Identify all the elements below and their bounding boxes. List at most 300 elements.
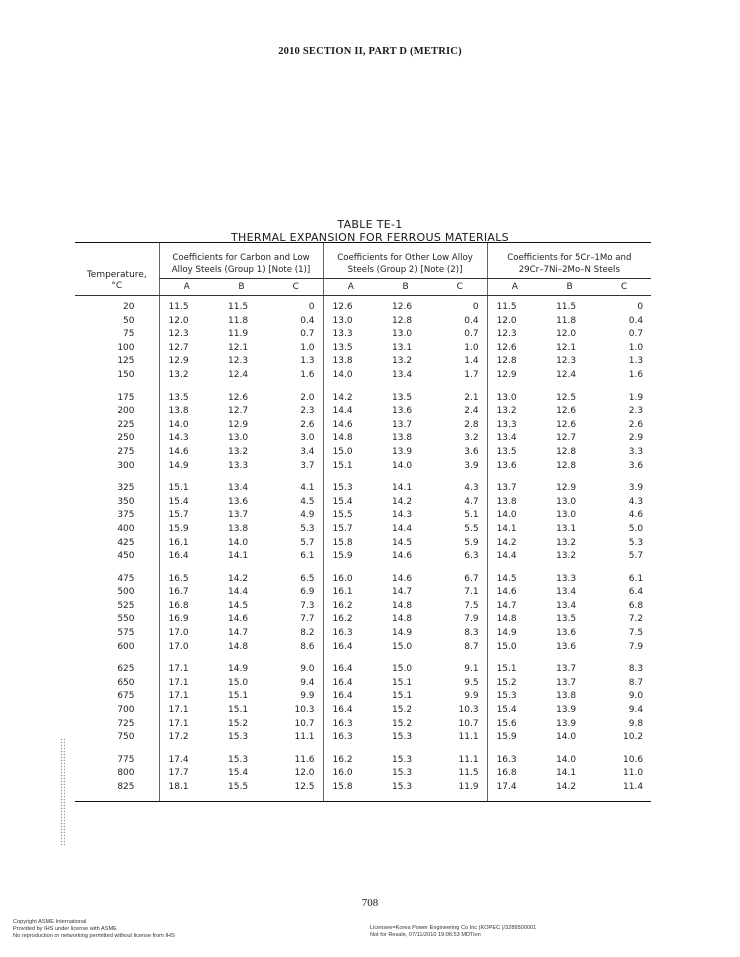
coefficient-cell: 14.5	[392, 537, 413, 548]
coefficient-cell: 6.8	[628, 600, 644, 611]
coefficient-cell: 15.1	[392, 691, 413, 702]
coefficient-cell: 13.2	[392, 356, 413, 367]
coefficient-cell: 11.6	[294, 754, 315, 765]
coefficient-cell: 14.0	[487, 509, 542, 523]
coefficient-cell: 13.4	[556, 600, 577, 611]
coefficient-cell: 15.3	[228, 754, 249, 765]
coefficient-cell: 11.5	[487, 296, 542, 315]
spacer-cell	[214, 745, 269, 754]
coefficient-cell: 11.1	[458, 754, 479, 765]
coefficient-cell: 4.9	[300, 510, 315, 521]
coefficient-cell: 7.5	[628, 628, 644, 639]
spacer-cell	[269, 383, 323, 392]
spacer-cell	[542, 745, 597, 754]
coefficient-cell: 8.7	[464, 641, 479, 652]
coefficient-cell: 16.0	[323, 573, 378, 587]
coefficient-cell: 16.3	[323, 718, 378, 732]
temperature-cell: 575	[117, 628, 135, 639]
temperature-cell: 150	[117, 369, 135, 380]
coefficient-cell: 14.7	[487, 600, 542, 614]
coefficient-cell: 13.3	[228, 460, 249, 471]
temperature-cell: 250	[117, 433, 135, 444]
footer-line: Provided by IHS under license with ASME	[13, 926, 117, 932]
coefficient-cell: 12.5	[269, 781, 323, 801]
coefficient-cell: 5.7	[628, 551, 644, 562]
spacer-cell	[542, 654, 597, 663]
coefficient-cell: 1.0	[464, 342, 479, 353]
temperature-header-label: Temperature,	[86, 270, 147, 280]
spacer-cell	[75, 473, 159, 482]
table-row	[75, 718, 651, 732]
coefficient-cell: 10.6	[623, 754, 644, 765]
coefficient-cell: 14.7	[392, 587, 413, 598]
coefficient-cell: 13.6	[556, 641, 577, 652]
table-row	[75, 392, 651, 406]
coefficient-cell: 14.8	[392, 614, 413, 625]
coefficient-cell: 7.5	[464, 600, 479, 611]
row-group-spacer	[75, 654, 651, 663]
group-header-line: Coefficients for Other Low Alloy	[337, 253, 473, 263]
coefficient-cell: 12.6	[556, 406, 577, 417]
coefficient-cell: 1.6	[300, 369, 315, 380]
coefficient-cell: 15.4	[323, 496, 378, 510]
table-row	[75, 509, 651, 523]
row-group-spacer	[75, 564, 651, 573]
coefficient-cell: 13.9	[392, 446, 413, 457]
spacer-cell	[159, 564, 214, 573]
row-group-spacer	[75, 473, 651, 482]
coefficient-cell: 2.1	[464, 392, 479, 403]
coefficient-cell: 9.4	[628, 705, 644, 716]
coefficient-cell: 13.7	[556, 677, 577, 688]
coefficient-cell: 5.3	[300, 523, 315, 534]
coefficient-cell: 12.4	[228, 369, 249, 380]
coefficient-cell: 15.1	[392, 677, 413, 688]
temperature-cell: 625	[117, 664, 135, 675]
coefficient-cell: 13.7	[487, 482, 542, 496]
temperature-cell: 550	[117, 614, 135, 625]
group-header-carbon-low-alloy	[159, 243, 323, 279]
temperature-cell: 350	[117, 496, 135, 507]
coefficient-cell: 13.4	[228, 483, 249, 494]
table-row	[75, 690, 651, 704]
coefficient-cell: 14.4	[228, 587, 249, 598]
group-header-other-low-alloy	[323, 243, 487, 279]
coefficient-cell: 14.0	[392, 460, 413, 471]
coefficient-cell: 4.7	[464, 496, 479, 507]
coefficient-cell: 9.4	[300, 677, 315, 688]
coefficient-cell: 14.4	[487, 550, 542, 564]
coefficient-cell: 14.8	[487, 613, 542, 627]
table-row	[75, 296, 651, 315]
coefficient-cell: 15.0	[487, 641, 542, 655]
coefficient-cell: 11.9	[433, 781, 487, 801]
coefficient-cell: 6.7	[464, 573, 479, 584]
spacer-cell	[378, 473, 433, 482]
subcolumn-header-a: A	[159, 279, 214, 296]
coefficient-cell: 15.3	[392, 768, 413, 779]
spacer-cell	[159, 745, 214, 754]
coefficient-cell: 15.7	[323, 523, 378, 537]
coefficient-cell: 5.5	[464, 523, 479, 534]
coefficient-cell: 1.4	[464, 356, 479, 367]
coefficient-cell: 15.0	[392, 664, 413, 675]
spacer-cell	[323, 473, 378, 482]
table-row	[75, 704, 651, 718]
coefficient-cell: 14.6	[228, 614, 249, 625]
coefficient-cell: 13.6	[392, 406, 413, 417]
coefficient-cell: 15.3	[392, 732, 413, 743]
spacer-cell	[323, 383, 378, 392]
coefficient-cell: 11.9	[228, 329, 249, 340]
coefficient-cell: 13.0	[556, 510, 577, 521]
coefficient-cell: 9.0	[300, 664, 315, 675]
coefficient-cell: 16.1	[159, 537, 214, 551]
temperature-cell: 525	[117, 600, 135, 611]
coefficient-cell: 15.1	[487, 663, 542, 677]
coefficient-cell: 13.2	[487, 405, 542, 419]
coefficient-cell: 6.9	[300, 587, 315, 598]
table-row	[75, 600, 651, 614]
coefficient-cell: 13.6	[487, 460, 542, 474]
coefficient-cell: 0.7	[464, 329, 479, 340]
spacer-cell	[214, 654, 269, 663]
coefficient-cell: 5.9	[464, 537, 479, 548]
coefficient-cell: 3.6	[464, 446, 479, 457]
group-header-line: Steels (Group 2) [Note (2)]	[347, 264, 463, 275]
coefficient-cell: 16.2	[323, 600, 378, 614]
coefficient-cell: 16.4	[323, 677, 378, 691]
coefficient-cell: 17.1	[159, 690, 214, 704]
coefficient-cell: 15.9	[323, 550, 378, 564]
temperature-cell: 675	[117, 691, 135, 702]
temperature-cell: 825	[75, 781, 159, 801]
coefficient-cell: 12.5	[556, 392, 577, 403]
coefficient-cell: 16.7	[159, 586, 214, 600]
coefficient-cell: 12.4	[556, 369, 577, 380]
coefficient-cell: 13.8	[323, 355, 378, 369]
table-body	[75, 296, 651, 802]
coefficient-cell: 16.4	[323, 641, 378, 655]
spacer-cell	[75, 654, 159, 663]
coefficient-cell: 8.3	[464, 628, 479, 639]
coefficient-cell: 16.3	[487, 754, 542, 768]
coefficient-cell: 5.7	[300, 537, 315, 548]
spacer-cell	[75, 745, 159, 754]
spacer-cell	[487, 473, 542, 482]
footer-line: Licensee=Korea Power Engineering Co Inc (KOPEC )/3289500001	[370, 925, 537, 931]
coefficient-cell: 13.2	[556, 551, 577, 562]
coefficient-cell: 14.2	[542, 781, 597, 801]
coefficient-cell: 1.7	[464, 369, 479, 380]
table-row	[75, 315, 651, 329]
spacer-cell	[214, 383, 269, 392]
coefficient-cell: 14.6	[159, 446, 214, 460]
coefficient-cell: 16.8	[487, 767, 542, 781]
spacer-cell	[323, 564, 378, 573]
coefficient-cell: 15.3	[392, 754, 413, 765]
coefficient-cell: 16.4	[323, 663, 378, 677]
coefficient-cell: 13.7	[392, 419, 413, 430]
coefficient-cell: 9.0	[628, 691, 644, 702]
coefficient-cell: 7.7	[300, 614, 315, 625]
coefficient-cell: 14.6	[323, 419, 378, 433]
coefficient-cell: 18.1	[159, 781, 214, 801]
spacer-cell	[269, 564, 323, 573]
subcolumn-header-c: C	[269, 279, 323, 296]
coefficient-cell: 3.6	[628, 460, 644, 471]
coefficient-cell: 16.4	[323, 704, 378, 718]
coefficient-cell: 14.9	[228, 664, 249, 675]
coefficient-cell: 14.2	[323, 392, 378, 406]
coefficient-cell: 13.9	[556, 718, 577, 729]
coefficient-cell: 15.0	[323, 446, 378, 460]
coefficient-cell: 11.1	[294, 732, 315, 743]
table-row	[75, 754, 651, 768]
coefficient-cell: 16.3	[323, 627, 378, 641]
spacer-cell	[159, 654, 214, 663]
running-head: 2010 SECTION II, PART D (METRIC)	[278, 46, 462, 57]
coefficient-cell: 4.6	[628, 510, 644, 521]
spacer-cell	[542, 564, 597, 573]
spacer-cell	[433, 473, 487, 482]
coefficient-cell: 14.6	[392, 551, 413, 562]
coefficient-cell: 2.3	[628, 406, 644, 417]
table-caption: THERMAL EXPANSION FOR FERROUS MATERIALS	[231, 231, 509, 244]
subcolumn-header-c: C	[597, 279, 651, 296]
coefficient-cell: 3.0	[300, 433, 315, 444]
coefficient-cell: 14.9	[487, 627, 542, 641]
coefficient-cell: 13.6	[556, 628, 577, 639]
coefficient-cell: 15.9	[159, 523, 214, 537]
spacer-cell	[75, 564, 159, 573]
spacer-cell	[75, 383, 159, 392]
coefficient-cell: 12.3	[228, 356, 249, 367]
coefficient-cell: 14.3	[392, 510, 413, 521]
coefficient-cell: 9.5	[464, 677, 479, 688]
coefficient-cell: 14.2	[228, 573, 249, 584]
coefficient-cell: 15.3	[323, 482, 378, 496]
coefficient-cell: 13.4	[392, 369, 413, 380]
group-header-line: Coefficients for Carbon and Low	[172, 253, 310, 263]
coefficient-cell: 2.6	[628, 419, 644, 430]
coefficient-cell: 13.3	[556, 573, 577, 584]
temperature-cell: 20	[123, 302, 135, 312]
coefficient-cell: 13.4	[487, 432, 542, 446]
coefficient-cell: 13.2	[159, 369, 214, 383]
coefficient-cell: 1.9	[628, 392, 644, 403]
margin-dot-pattern	[60, 738, 65, 846]
coefficient-cell: 14.2	[392, 496, 413, 507]
table-row	[75, 781, 651, 801]
coefficient-cell: 13.8	[556, 691, 577, 702]
coefficient-cell: 17.0	[159, 641, 214, 655]
coefficient-cell: 12.8	[556, 446, 577, 457]
coefficient-cell: 11.5	[228, 302, 249, 312]
coefficient-cell: 13.0	[228, 433, 249, 444]
coefficient-cell: 13.8	[392, 433, 413, 444]
table-row	[75, 355, 651, 369]
coefficient-cell: 15.3	[228, 732, 249, 743]
coefficient-cell: 17.4	[159, 754, 214, 768]
coefficient-cell: 12.8	[556, 460, 577, 471]
coefficient-cell: 9.9	[464, 691, 479, 702]
table-row	[75, 523, 651, 537]
coefficient-cell: 16.9	[159, 613, 214, 627]
coefficient-cell: 13.1	[556, 523, 577, 534]
coefficient-cell: 10.7	[294, 718, 315, 729]
temperature-header-unit: °C	[111, 281, 123, 291]
coefficient-cell: 15.2	[392, 718, 413, 729]
coefficient-cell: 16.1	[323, 586, 378, 600]
coefficient-cell: 14.0	[228, 537, 249, 548]
temperature-cell: 700	[117, 705, 135, 716]
coefficient-cell: 15.5	[214, 781, 269, 801]
table-row	[75, 328, 651, 342]
coefficient-cell: 14.1	[392, 483, 413, 494]
coefficient-cell: 14.0	[159, 419, 214, 433]
coefficient-cell: 14.2	[487, 537, 542, 551]
coefficient-cell: 0	[472, 302, 479, 312]
coefficient-cell: 11.5	[159, 296, 214, 315]
temperature-cell: 75	[123, 329, 135, 340]
spacer-cell	[269, 654, 323, 663]
spacer-cell	[487, 564, 542, 573]
spacer-cell	[159, 473, 214, 482]
coefficient-cell: 5.1	[464, 510, 479, 521]
coefficient-cell: 15.1	[228, 691, 249, 702]
coefficient-cell: 12.3	[159, 328, 214, 342]
coefficient-cell: 13.5	[323, 342, 378, 356]
coefficient-cell: 13.9	[556, 705, 577, 716]
coefficient-cell: 14.1	[487, 523, 542, 537]
coefficient-cell: 12.3	[487, 328, 542, 342]
temperature-cell: 725	[117, 718, 135, 729]
temperature-cell: 750	[117, 732, 135, 743]
coefficient-cell: 6.3	[464, 551, 479, 562]
coefficient-cell: 3.7	[300, 460, 315, 471]
temperature-cell: 50	[123, 315, 135, 326]
temperature-cell: 100	[117, 342, 135, 353]
coefficient-cell: 1.3	[300, 356, 315, 367]
subcolumn-header-b: B	[378, 279, 433, 296]
coefficient-cell: 15.1	[159, 482, 214, 496]
footer-line: Not for Resale, 07/11/2010 19:06:53 MDTion	[370, 932, 481, 938]
table-row	[75, 550, 651, 564]
coefficient-cell: 2.4	[464, 406, 479, 417]
coefficient-cell: 17.1	[159, 718, 214, 732]
spacer-cell	[159, 383, 214, 392]
table-row	[75, 586, 651, 600]
coefficient-cell: 15.6	[487, 718, 542, 732]
coefficient-cell: 13.8	[228, 523, 249, 534]
coefficient-cell: 11.0	[623, 768, 644, 779]
footer-license	[370, 925, 536, 939]
coefficient-cell: 11.8	[228, 315, 249, 326]
coefficient-cell: 13.5	[556, 614, 577, 625]
coefficient-cell: 2.3	[300, 406, 315, 417]
coefficient-cell: 13.2	[228, 446, 249, 457]
coefficient-cell: 12.9	[228, 419, 249, 430]
coefficient-cell: 13.7	[228, 510, 249, 521]
coefficient-cell: 6.5	[300, 573, 315, 584]
spacer-cell	[433, 654, 487, 663]
footer-line: Copyright ASME International	[13, 919, 87, 925]
temperature-cell: 225	[117, 419, 135, 430]
coefficient-cell: 17.7	[159, 767, 214, 781]
temperature-cell: 375	[117, 510, 135, 521]
coefficient-cell: 4.3	[628, 496, 644, 507]
table-label: TABLE TE-1	[337, 218, 403, 231]
coefficient-cell: 13.5	[159, 392, 214, 406]
temperature-cell: 325	[117, 483, 135, 494]
subcolumn-header-b: B	[542, 279, 597, 296]
spacer-cell	[433, 383, 487, 392]
coefficient-cell: 14.7	[228, 628, 249, 639]
table-row	[75, 419, 651, 433]
coefficient-cell: 16.4	[159, 550, 214, 564]
coefficient-cell: 8.7	[628, 677, 644, 688]
table-row	[75, 342, 651, 356]
coefficient-cell: 15.4	[228, 768, 249, 779]
temperature-cell: 125	[117, 356, 135, 367]
coefficient-cell: 14.8	[323, 432, 378, 446]
thermal-expansion-table	[75, 242, 651, 802]
temperature-cell: 775	[117, 754, 135, 765]
spacer-cell	[487, 654, 542, 663]
coefficient-cell: 15.2	[392, 705, 413, 716]
coefficient-cell: 1.3	[628, 356, 644, 367]
spacer-cell	[378, 383, 433, 392]
coefficient-cell: 13.1	[392, 342, 413, 353]
coefficient-cell: 4.5	[300, 496, 315, 507]
group-header-line: Coefficients for 5Cr–1Mo and	[507, 253, 632, 263]
coefficient-cell: 0	[308, 302, 315, 312]
coefficient-cell: 0	[637, 302, 644, 312]
coefficient-cell: 3.3	[628, 446, 644, 457]
coefficient-cell: 13.0	[556, 496, 577, 507]
coefficient-cell: 2.6	[300, 419, 315, 430]
temperature-cell: 650	[117, 677, 135, 688]
coefficient-cell: 1.0	[300, 342, 315, 353]
coefficient-cell: 15.0	[392, 641, 413, 652]
coefficient-cell: 14.0	[556, 732, 577, 743]
temperature-cell: 500	[117, 587, 135, 598]
temperature-cell: 175	[117, 392, 135, 403]
coefficient-cell: 12.6	[392, 302, 413, 312]
spacer-cell	[433, 564, 487, 573]
coefficient-cell: 15.0	[228, 677, 249, 688]
coefficient-cell: 0.4	[300, 315, 315, 326]
coefficient-cell: 16.2	[323, 754, 378, 768]
coefficient-cell: 11.5	[556, 302, 577, 312]
spacer-cell	[214, 564, 269, 573]
table-row	[75, 496, 651, 510]
coefficient-cell: 15.8	[323, 781, 378, 801]
footer-line: No reproduction or networking permitted without license from IHS	[13, 933, 175, 939]
spacer-cell	[597, 564, 651, 573]
spacer-cell	[269, 473, 323, 482]
coefficient-cell: 12.6	[487, 342, 542, 356]
coefficient-cell: 11.5	[458, 768, 479, 779]
table-row	[75, 627, 651, 641]
coefficient-cell: 4.3	[464, 483, 479, 494]
coefficient-cell: 7.2	[628, 614, 644, 625]
coefficient-cell: 9.1	[464, 664, 479, 675]
temperature-cell: 300	[117, 460, 135, 471]
coefficient-cell: 2.0	[300, 392, 315, 403]
spacer-cell	[487, 383, 542, 392]
